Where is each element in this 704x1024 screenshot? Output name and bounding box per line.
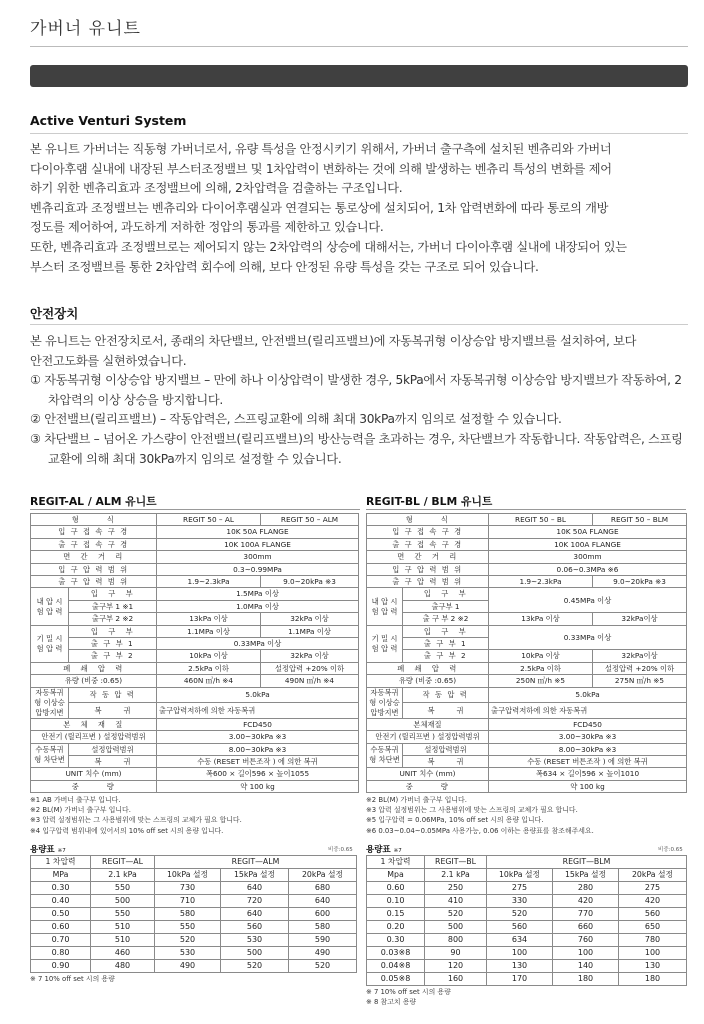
table-row: 본 체 재 질 FCD450 [31, 718, 359, 730]
table-row [367, 908, 687, 921]
safety-item: ① 자동복귀형 이상승압 방지밸브 – 만에 하나 이상압력이 발생한 경우, 5kPa에서 자동복귀형 이상승압 방지밸브가 작동하여, 2차압력의 이상 상승을 방지합니다. [30, 373, 682, 407]
table-row [31, 960, 357, 973]
section-divider-safety [30, 324, 688, 325]
table-cell: 280 [553, 882, 619, 895]
table-row: 중 량 약 100 kg [367, 780, 687, 792]
footnote: ※5 입구압력 = 0.06MPa, 10% off set 시의 용량 입니다. [366, 816, 544, 825]
al-table-notes [30, 795, 242, 836]
table-row [31, 947, 357, 960]
table-cell: 420 [553, 895, 619, 908]
table-cell: 550 [91, 908, 155, 921]
table-row: 복 귀 출구압력저하에 의한 자동복귀 [367, 703, 687, 719]
table-row: 유량 (비중 :0.65) 250N ㎥/h ※5 275N ㎥/h ※5 [367, 675, 687, 687]
table-cell: 650 [619, 921, 687, 934]
table-cell: 0.50 [31, 908, 91, 921]
table-row [367, 947, 687, 960]
table-row: 수동복귀형 차단변 설정압력범위 8.00~30kPa ※3 [367, 743, 687, 755]
table-row: 출구부 2 ※2 13kPa 이상 32kPa 이상 [31, 613, 359, 625]
table-cell: 500 [221, 947, 289, 960]
table-row: 출 구 부 1 [367, 638, 687, 650]
table-row: 자동복귀형 이상승압방지변 작 동 압 력 5.0kPa [31, 687, 359, 703]
table-cell: 520 [425, 908, 487, 921]
header-band [30, 65, 688, 87]
section-heading-venturi: Active Venturi System [30, 113, 187, 128]
table-cell: 0.05※8 [367, 973, 425, 986]
table-row: 폐 쇄 압 력 2.5kPa 이하 설정압력 +20% 이하 [31, 662, 359, 674]
table-row [367, 973, 687, 986]
al-table-rule [30, 509, 360, 510]
table-cell: 0.90 [31, 960, 91, 973]
text-line: 하기 위한 벤츄리효과 조정밸브에 의해, 2차압력을 검출하는 구조입니다. [30, 181, 403, 196]
table-cell: 720 [221, 895, 289, 908]
text-line: 부스터 조정밸브를 통한 2차압력 회수에 의해, 보다 안정된 유량 특성을 갖는 구조로 되어 있습니다. [30, 259, 539, 274]
table-cell: 760 [553, 934, 619, 947]
table-row: 1 차압력 REGIT—BL REGIT—BLM [367, 856, 687, 869]
table-cell: 0.30 [367, 934, 425, 947]
table-row [367, 895, 687, 908]
table-cell: 730 [155, 882, 221, 895]
table-cell: 520 [487, 908, 553, 921]
table-cell: 520 [289, 960, 357, 973]
page-title: 가버너 유니트 [30, 19, 141, 39]
table-cell: 480 [91, 960, 155, 973]
table-cell: 130 [487, 960, 553, 973]
table-row: 입 구 압 력 범 위 0.3~0.99MPa [31, 563, 359, 575]
table-cell: 100 [553, 947, 619, 960]
bl-capacity-heading: 용량표 ※7 [366, 845, 402, 855]
table-cell: 0.70 [31, 934, 91, 947]
footnote: ※3 압력 설정범위는 그 사용범위에 맞는 스프링의 교체가 필요 합니다. [366, 806, 578, 815]
al-spec-table [30, 513, 359, 793]
table-cell: 420 [619, 895, 687, 908]
table-cell: 170 [487, 973, 553, 986]
text-line: 본 유니트 가버너는 직동형 가버너로서, 유량 특성을 안정시키기 위해서, 가버너 출구측에 설치된 벤츄리와 가버너 [30, 142, 612, 156]
table-row: 입 구 압 력 범 위 0.06~0.3MPa ※6 [367, 563, 687, 575]
al-capacity-notes [30, 974, 115, 984]
safety-item: ② 안전밸브(릴리프밸브) – 작동압력은, 스프링교환에 의해 최대 30kPa까지 임의로 설정할 수 있습니다. [30, 412, 562, 427]
table-cell: 520 [155, 934, 221, 947]
table-row: 면 간 거 리 300mm [31, 551, 359, 563]
table-cell: 510 [91, 934, 155, 947]
table-cell: 560 [221, 921, 289, 934]
table-row: Mpa 2.1 kPa 10kPa 설정 15kPa 설정 20kPa 설정 [367, 869, 687, 882]
table-cell: 100 [619, 947, 687, 960]
table-row: 자동복귀형 이상승압방지변 작 동 압 력 5.0kPa [367, 687, 687, 703]
table-row: 안전기 (릴리프변 ) 설정압력범위 3.00~30kPa ※3 [367, 731, 687, 743]
table-row: 폐 쇄 압 력 2.5kPa 이하 설정압력 +20% 이하 [367, 662, 687, 674]
table-row: 출 구 부 1 0.33MPa 이상 [31, 638, 359, 650]
table-row: 출 구 압 력 범 위 1.9~2.3kPa 9.0~20kPa ※3 [367, 576, 687, 588]
table-row: 형 식 REGIT 50 – AL REGIT 50 – ALM [31, 514, 359, 526]
table-cell: 0.60 [31, 921, 91, 934]
table-cell: 460 [91, 947, 155, 960]
table-cell: 800 [425, 934, 487, 947]
bl-table-notes [366, 795, 594, 836]
table-row: 수동복귀형 차단변 설정압력범위 8.00~30kPa ※3 [31, 743, 359, 755]
table-cell: 640 [289, 895, 357, 908]
table-cell: 550 [155, 921, 221, 934]
al-capacity-rows [31, 882, 357, 973]
footnote: ※1 AB 가버너 출구부 입니다. [30, 796, 121, 804]
al-table-title: REGIT-AL / ALM 유니트 [30, 495, 157, 508]
footnote: ※ 7 10% off set 시의 용량 [366, 988, 451, 996]
table-row: 복 귀 수동 (RESET 버튼조작 ) 에 의한 복귀 [31, 755, 359, 767]
table-row: 출구부 1 [367, 600, 687, 612]
table-cell: 0.30 [31, 882, 91, 895]
table-cell: 120 [425, 960, 487, 973]
bl-capacity-table [366, 855, 687, 986]
table-cell: 330 [487, 895, 553, 908]
table-cell: 410 [425, 895, 487, 908]
table-cell: 275 [487, 882, 553, 895]
table-row: 면 간 거 리 300mm [367, 551, 687, 563]
table-cell: 490 [155, 960, 221, 973]
table-row: 본체재질 FCD450 [367, 718, 687, 730]
table-cell: 560 [619, 908, 687, 921]
venturi-description [30, 140, 686, 277]
section-heading-safety: 안전장치 [30, 306, 79, 321]
table-row: 복 귀 수동 (RESET 버튼조작 ) 에 의한 복귀 [367, 755, 687, 767]
safety-description [30, 332, 686, 469]
table-cell: 160 [425, 973, 487, 986]
table-cell: 510 [91, 921, 155, 934]
table-row [367, 921, 687, 934]
table-row: UNIT 치수 (mm) 폭600 × 길이596 × 높이1055 [31, 768, 359, 780]
table-cell: 0.10 [367, 895, 425, 908]
table-row: MPa 2.1 kPa 10kPa 설정 15kPa 설정 20kPa 설정 [31, 869, 357, 882]
text-line: 정도를 제어하여, 과도하게 저하한 정압의 통과를 제한하고 있습니다. [30, 220, 384, 235]
table-row: 출 구 압 력 범 위 1.9~2.3kPa 9.0~20kPa ※3 [31, 576, 359, 588]
footnote: ※2 BL(M) 가버너 출구부 입니다. [30, 806, 131, 815]
table-row: 중 량 약 100 kg [31, 780, 359, 792]
table-row: 출 구 부 2 ※2 13kPa 이상 32kPa이상 [367, 613, 687, 625]
table-cell: 0.80 [31, 947, 91, 960]
table-cell: 634 [487, 934, 553, 947]
footnote: ※2 BL(M) 가버너 출구부 입니다. [366, 796, 467, 804]
table-row: 입 구 접 속 구 경 10K 50A FLANGE [367, 526, 687, 538]
bl-table-rule [366, 509, 686, 510]
bl-capacity-rows [367, 882, 687, 986]
table-cell: 530 [221, 934, 289, 947]
table-cell: 590 [289, 934, 357, 947]
table-cell: 250 [425, 882, 487, 895]
title-divider [30, 46, 688, 47]
table-row: 출 구 부 2 10kPa 이상 32kPa 이상 [31, 650, 359, 662]
table-cell: 130 [619, 960, 687, 973]
table-cell: 600 [289, 908, 357, 921]
table-cell: 275 [619, 882, 687, 895]
table-cell: 640 [221, 882, 289, 895]
table-row [367, 960, 687, 973]
table-cell: 490 [289, 947, 357, 960]
al-capacity-unit: 비중:0.65 [328, 847, 353, 853]
safety-item: ③ 차단밸브 – 넘어온 가스량이 안전밸브(릴리프밸브)의 방산능력을 초과하는 경우, 차단밸브가 작동합니다. 작동압력은, 스프링 교환에 의해 최대 30kPa까지 임의로 설정할 수 있습니다. [30, 431, 683, 466]
table-cell: 550 [91, 882, 155, 895]
text-line: 안전고도화를 실현하였습니다. [30, 353, 187, 368]
table-cell: 0.03※8 [367, 947, 425, 960]
table-cell: 140 [553, 960, 619, 973]
table-cell: 660 [553, 921, 619, 934]
bl-spec-table [366, 513, 687, 793]
table-cell: 0.15 [367, 908, 425, 921]
bl-capacity-unit: 비중:0.65 [658, 847, 683, 853]
table-cell: 580 [289, 921, 357, 934]
table-cell: 710 [155, 895, 221, 908]
table-row [31, 934, 357, 947]
table-cell: 780 [619, 934, 687, 947]
table-cell: 680 [289, 882, 357, 895]
text-line: 벤츄리효과 조정밸브는 벤츄리와 다이어후램실과 연결되는 통로상에 설치되어, 1차 압력변화에 따라 통로의 개방 [30, 200, 609, 215]
text-line: 본 유니트는 안전장치로서, 종래의 차단밸브, 안전밸브(릴리프밸브)에 자동복귀형 이상승압 방지밸브를 설치하여, 보다 [30, 334, 637, 348]
table-cell: 770 [553, 908, 619, 921]
table-cell: 0.40 [31, 895, 91, 908]
table-cell: 560 [487, 921, 553, 934]
text-line: 또한, 벤츄리효과 조정밸브로는 제어되지 않는 2차압력의 상승에 대해서는, 가버너 다이아후램 실내에 내장되어 있는 [30, 239, 627, 254]
table-row [31, 895, 357, 908]
table-cell: 90 [425, 947, 487, 960]
table-row [367, 882, 687, 895]
table-cell: 500 [425, 921, 487, 934]
table-row: 내 압 시 험 압 력 입 구 부 0.45MPa 이상 [367, 588, 687, 600]
table-row: 기 밀 시 험 압 력 입 구 부 0.33MPa 이상 [367, 625, 687, 637]
table-row [367, 934, 687, 947]
footnote: ※ 8 참고치 용량 [366, 998, 417, 1007]
table-cell: 500 [91, 895, 155, 908]
footnote: ※ 7 10% off set 시의 용량 [30, 975, 115, 983]
table-cell: 180 [619, 973, 687, 986]
al-capacity-heading: 용량표 ※7 [30, 845, 66, 855]
table-row [31, 882, 357, 895]
bl-capacity-notes [366, 987, 451, 1007]
footnote: ※4 입구압력 범위내에 있어서의 10% off set 시의 용량 입니다. [30, 826, 224, 835]
table-row: 출 구 부 2 10kPa 이상 32kPa이상 [367, 650, 687, 662]
table-row: 안전기 (릴리프변 ) 설정압력범위 3.00~30kPa ※3 [31, 731, 359, 743]
section-divider-venturi [30, 133, 688, 134]
table-cell: 580 [155, 908, 221, 921]
table-row: 출 구 접 속 구 경 10K 100A FLANGE [367, 538, 687, 550]
table-cell: 180 [553, 973, 619, 986]
table-cell: 0.60 [367, 882, 425, 895]
table-row: 복 귀 출구압력저하에 의한 자동복귀 [31, 703, 359, 719]
bl-table-title: REGIT-BL / BLM 유니트 [366, 495, 493, 508]
text-line: 다이아후램 실내에 내장된 부스터조정밸브 및 1차압력이 변화하는 것에 의해 발생하는 벤츄리 특성의 변화를 제어 [30, 161, 612, 176]
table-row: UNIT 치수 (mm) 폭634 × 길이596 × 높이1010 [367, 768, 687, 780]
table-row: 형 식 REGIT 50 – BL REGIT 50 – BLM [367, 514, 687, 526]
table-row [31, 908, 357, 921]
table-row: 유량 (비중 :0.65) 460N ㎥/h ※4 490N ㎥/h ※4 [31, 675, 359, 687]
table-cell: 0.04※8 [367, 960, 425, 973]
table-row [31, 921, 357, 934]
table-cell: 520 [221, 960, 289, 973]
table-row: 내 압 시 험 압 력 입 구 부 1.5MPa 이상 [31, 588, 359, 600]
table-row: 입 구 접 속 구 경 10K 50A FLANGE [31, 526, 359, 538]
al-capacity-table [30, 855, 357, 973]
table-cell: 100 [487, 947, 553, 960]
table-row: 출 구 접 속 구 경 10K 100A FLANGE [31, 538, 359, 550]
table-row: 1 차압력 REGIT—AL REGIT—ALM [31, 856, 357, 869]
table-row: 출구부 1 ※1 1.0MPa 이상 [31, 600, 359, 612]
footnote: ※3 압력 설정범위는 그 사용범위에 맞는 스프링의 교체가 필요 합니다. [30, 816, 242, 825]
table-cell: 530 [155, 947, 221, 960]
table-cell: 0.20 [367, 921, 425, 934]
table-cell: 640 [221, 908, 289, 921]
table-row: 기 밀 시 험 압 력 입 구 부 1.1MPa 이상 1.1MPa 이상 [31, 625, 359, 637]
footnote: ※6 0.03~0.04~0.05MPa 사용가능, 0.06 이하는 용량표를 참조해주세요. [366, 826, 594, 835]
